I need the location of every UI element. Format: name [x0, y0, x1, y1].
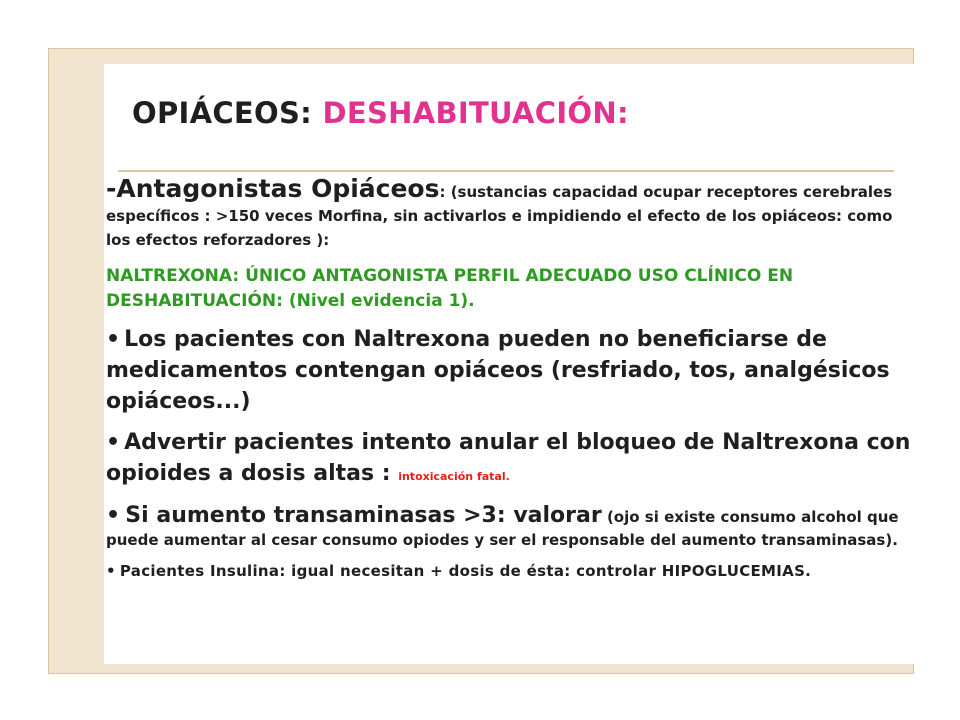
slide-title — [132, 96, 629, 130]
transaminases-text: (ojo si existe consumo alcohol que puede aumentar al cesar consumo opiodes y ser el responsable del aumento transaminasas). — [106, 508, 899, 549]
bullet-icon: • — [106, 327, 121, 352]
antagonists-paragraph — [106, 174, 920, 252]
warning-text: Advertir pacientes intento anular el bloqueo de Naltrexona con opioides a dosis altas : — [106, 430, 911, 486]
naltrexone-paragraph: NALTREXONA: ÚNICO ANTAGONISTA PERFIL ADECUADO USO CLÍNICO EN DESHABITUACIÓN: (Nivel evidencia 1). — [106, 266, 794, 311]
bullet-icon: • — [106, 430, 121, 455]
title-part1: OPIÁCEOS: — [132, 96, 313, 130]
title-divider — [118, 170, 894, 172]
bullet-no-benefit — [106, 324, 920, 417]
transaminases-heading: Si aumento transaminasas >3: valorar — [125, 503, 602, 528]
bullet-transaminases — [106, 502, 920, 551]
insulin-text: Pacientes Insulina: igual necesitan + dosis de ésta: controlar HIPOGLUCEMIAS. — [119, 562, 812, 580]
bullet-icon: • — [106, 562, 116, 580]
fatal-intoxication-label: intoxicación fatal. — [398, 470, 510, 483]
bullet-insulin — [106, 561, 920, 582]
slide-content — [106, 174, 920, 582]
title-part2: DESHABITUACIÓN: — [322, 96, 629, 130]
antagonists-heading: -Antagonistas Opiáceos — [106, 174, 440, 203]
bullet-icon: • — [106, 503, 121, 528]
antagonists-text: (sustancias capacidad ocupar receptores cerebrales específicos : >150 veces Morfina, sin activarlos e impidiendo el efecto de los opiáceos: como los efectos reforzadores ): — [106, 183, 893, 249]
bullet-warning — [106, 427, 920, 492]
no-benefit-text: Los pacientes con Naltrexona pueden no beneficiarse de medicamentos contengan opiáceos (resfriado, tos, analgésicos opiáceos...) — [106, 327, 890, 414]
antagonists-colon: : — [439, 183, 446, 201]
